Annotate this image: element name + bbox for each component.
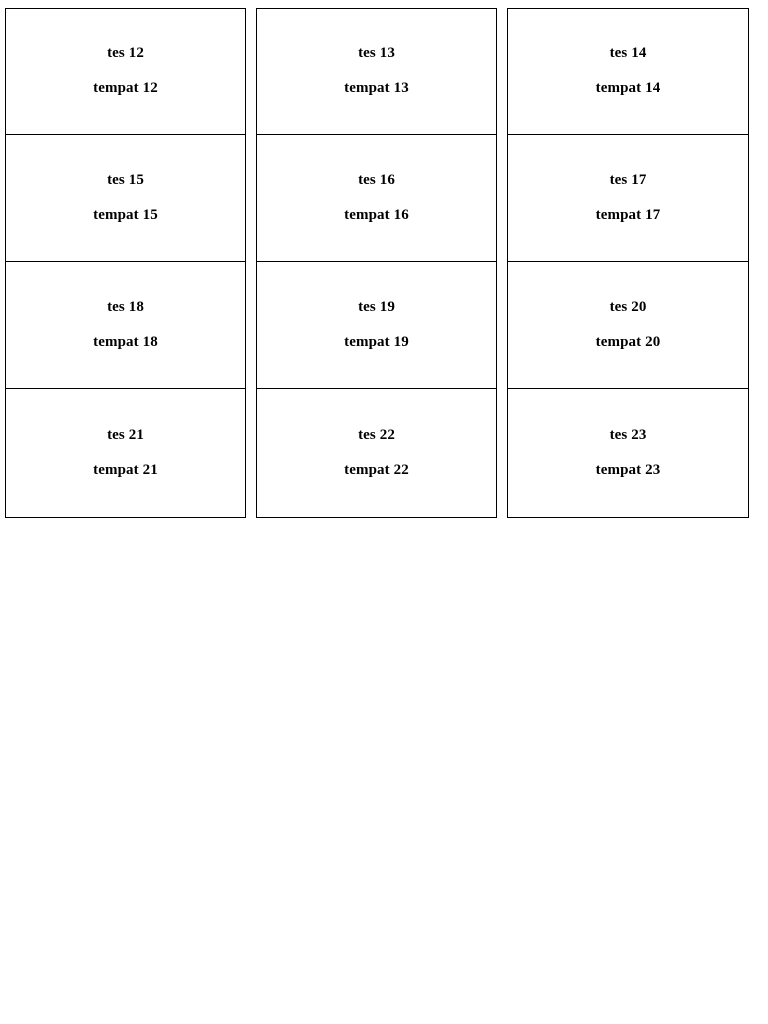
label-title: tes 21 — [107, 426, 144, 443]
label-place: tempat 22 — [344, 461, 409, 478]
label-place: tempat 23 — [595, 461, 661, 478]
label-title: tes 18 — [107, 298, 144, 315]
label-card — [5, 8, 246, 135]
label-place: tempat 15 — [93, 206, 158, 223]
label-card — [256, 8, 497, 135]
label-card — [5, 388, 246, 518]
label-place: tempat 19 — [344, 333, 409, 350]
label-sheet — [6, 8, 749, 518]
label-place: tempat 17 — [595, 206, 661, 223]
label-place: tempat 21 — [93, 461, 158, 478]
label-title: tes 19 — [358, 298, 395, 315]
label-place: tempat 16 — [344, 206, 409, 223]
label-card — [507, 388, 749, 518]
label-card — [507, 134, 749, 262]
label-card — [256, 134, 497, 262]
label-place: tempat 14 — [595, 80, 661, 96]
label-title: tes 20 — [609, 298, 647, 315]
label-title: tes 16 — [358, 171, 395, 188]
label-card — [507, 8, 749, 135]
label-card — [5, 134, 246, 262]
label-place: tempat 13 — [344, 80, 409, 96]
label-title: tes 23 — [609, 426, 647, 443]
label-place: tempat 12 — [93, 80, 158, 96]
label-title: tes 12 — [107, 45, 144, 61]
label-place: tempat 20 — [595, 333, 661, 350]
label-card — [256, 388, 497, 518]
label-card — [507, 261, 749, 389]
label-place: tempat 18 — [93, 333, 158, 350]
label-title: tes 13 — [358, 45, 395, 61]
label-title: tes 22 — [358, 426, 395, 443]
label-title: tes 14 — [609, 45, 647, 61]
label-title: tes 17 — [609, 171, 647, 188]
label-title: tes 15 — [107, 171, 144, 188]
label-card — [5, 261, 246, 389]
label-card — [256, 261, 497, 389]
